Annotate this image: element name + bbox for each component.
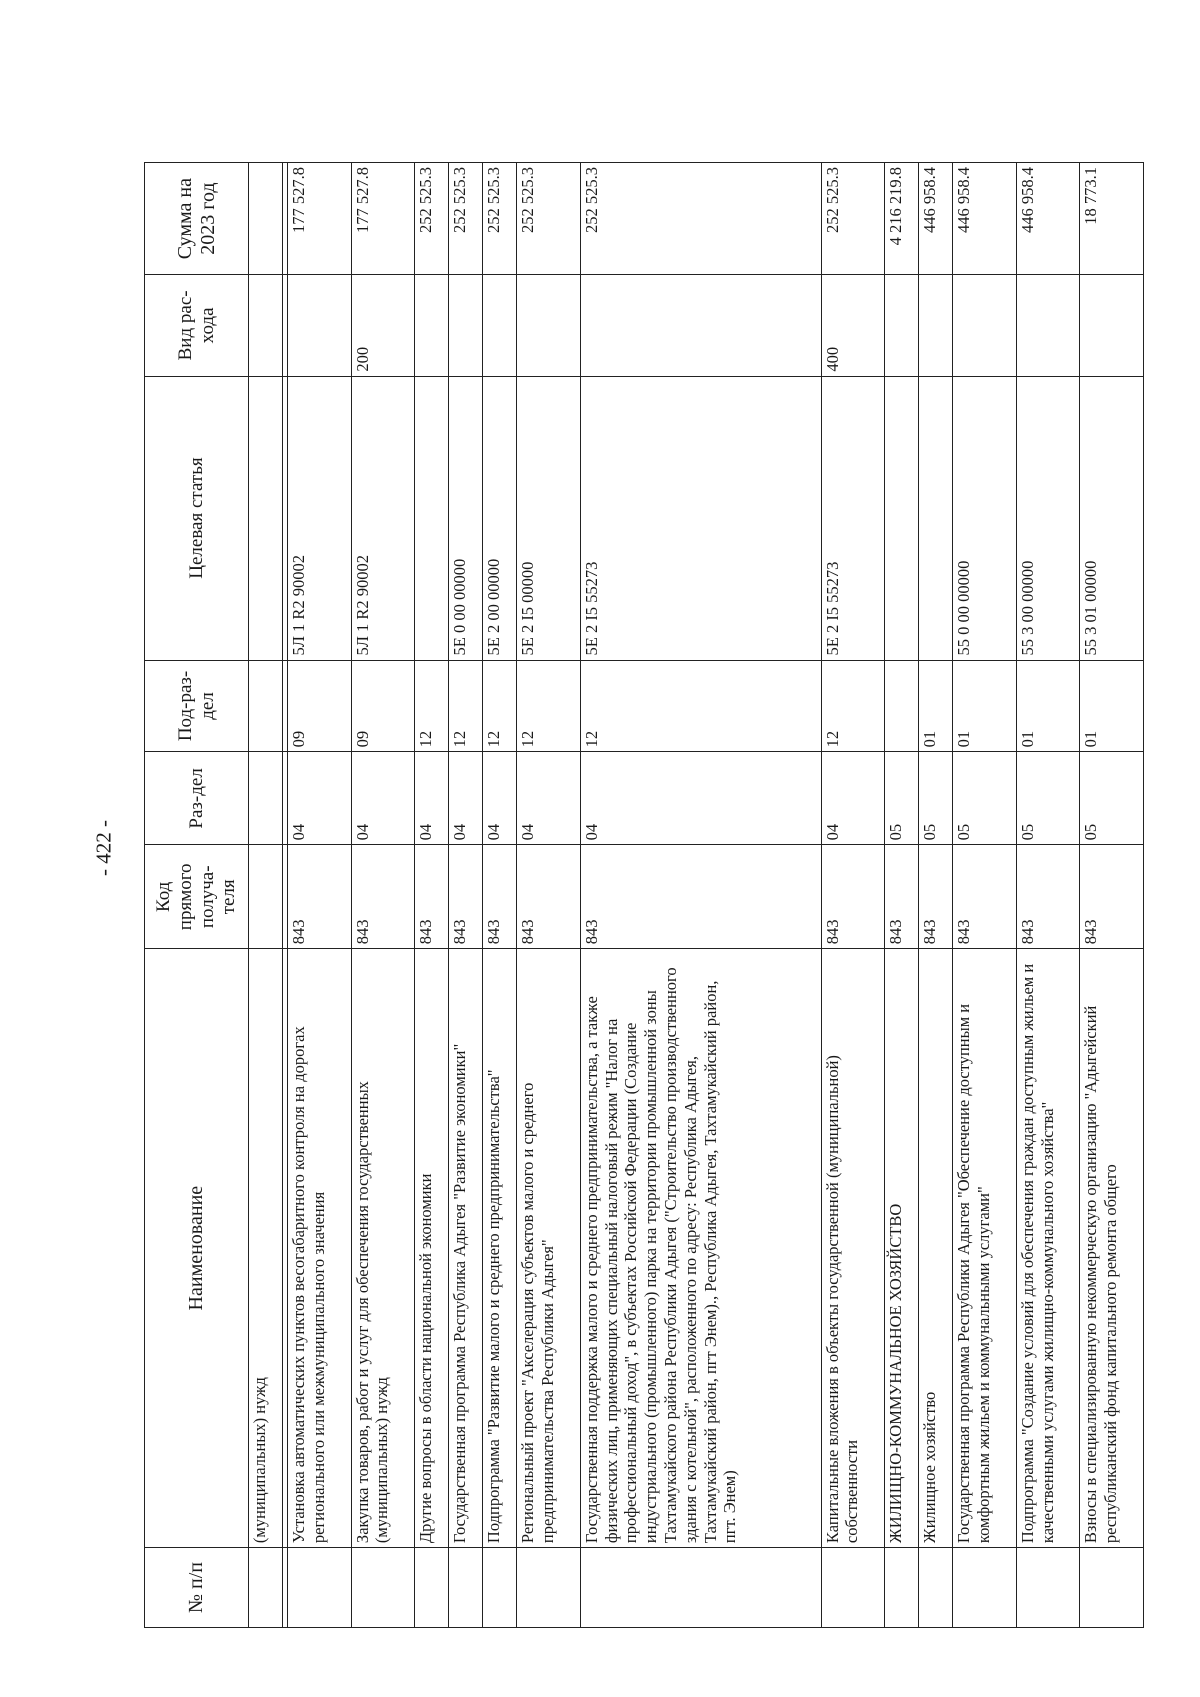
- row-name-cell: Государственная программа Республика Адыгея "Развитие экономики": [449, 949, 483, 1548]
- table-row: [1080, 163, 1144, 1628]
- row-recipient-code-cell: 843: [821, 845, 885, 949]
- row-recipient-code-cell: 843: [1080, 845, 1144, 949]
- table-row: [821, 163, 885, 1628]
- row-section-cell: 05: [1080, 752, 1144, 845]
- row-sum-cell: 252 525.3: [449, 163, 483, 275]
- row-section-cell: 05: [953, 752, 1017, 845]
- row-num-cell: [953, 1548, 1017, 1628]
- row-recipient-code-cell: [249, 845, 283, 949]
- row-subsection-cell: 01: [953, 660, 1017, 752]
- row-num-cell: [580, 1548, 821, 1628]
- table-row: [483, 163, 517, 1628]
- table-body: [249, 163, 1144, 1628]
- row-num-cell: [351, 1548, 415, 1628]
- table-row: [449, 163, 483, 1628]
- row-num-cell: [1080, 1548, 1144, 1628]
- row-name-cell: Государственная программа Республики Адыгея "Обеспечение доступным и комфортным жильем и коммунальными услугами": [953, 949, 1017, 1548]
- row-target-cell: [415, 376, 449, 660]
- row-subsection-cell: [249, 660, 283, 752]
- row-recipient-code-cell: 843: [1016, 845, 1080, 949]
- row-name-cell: Подпрограмма "Создание условий для обеспечения граждан доступным жильем и качественными услугами жилищно-коммунального хозяйства": [1016, 949, 1080, 1548]
- row-recipient-code-cell: 843: [885, 845, 919, 949]
- row-sum-cell: 18 773.1: [1080, 163, 1144, 275]
- row-recipient-code-cell: 843: [580, 845, 821, 949]
- row-section-cell: 05: [919, 752, 953, 845]
- table-row: [580, 163, 821, 1628]
- row-target-cell: 55 0 00 00000: [953, 376, 1017, 660]
- row-num-cell: [885, 1548, 919, 1628]
- row-num-cell: [517, 1548, 581, 1628]
- row-sum-cell: 4 216 219.8: [885, 163, 919, 275]
- row-recipient-code-cell: 843: [517, 845, 581, 949]
- row-target-cell: 55 3 01 00000: [1080, 376, 1144, 660]
- row-subsection-cell: 12: [415, 660, 449, 752]
- row-subsection-cell: 12: [449, 660, 483, 752]
- row-target-cell: 5Л 1 R2 90002: [288, 376, 352, 660]
- row-name-cell: Установка автоматических пунктов весогабаритного контроля на дорогах регионального или межмуниципального значения: [288, 949, 352, 1548]
- row-sum-cell: 252 525.3: [517, 163, 581, 275]
- header-num: № п/п: [145, 1548, 249, 1628]
- header-section: Раз-дел: [145, 752, 249, 845]
- row-sum-cell: 177 527.8: [288, 163, 352, 275]
- header-expense-type: Вид рас-хода: [145, 275, 249, 376]
- row-subsection-cell: 09: [351, 660, 415, 752]
- row-subsection-cell: 01: [919, 660, 953, 752]
- row-subsection-cell: 12: [517, 660, 581, 752]
- row-name-cell: Закупка товаров, работ и услуг для обеспечения государственных (муниципальных) нужд: [351, 949, 415, 1548]
- row-subsection-cell: 12: [483, 660, 517, 752]
- row-expense-type-cell: [953, 275, 1017, 376]
- row-expense-type-cell: [415, 275, 449, 376]
- row-sum-cell: 446 958.4: [1016, 163, 1080, 275]
- row-num-cell: [821, 1548, 885, 1628]
- row-recipient-code-cell: 843: [415, 845, 449, 949]
- row-section-cell: 04: [351, 752, 415, 845]
- row-expense-type-cell: [483, 275, 517, 376]
- row-recipient-code-cell: 843: [351, 845, 415, 949]
- table-row: [351, 163, 415, 1628]
- row-section-cell: [249, 752, 283, 845]
- row-expense-type-cell: [517, 275, 581, 376]
- row-section-cell: 04: [288, 752, 352, 845]
- row-recipient-code-cell: 843: [288, 845, 352, 949]
- table-row: [953, 163, 1017, 1628]
- table-row: [885, 163, 919, 1628]
- row-recipient-code-cell: 843: [919, 845, 953, 949]
- row-name-cell: (муниципальных) нужд: [249, 949, 283, 1548]
- row-name-cell: Другие вопросы в области национальной экономики: [415, 949, 449, 1548]
- row-section-cell: 04: [580, 752, 821, 845]
- row-name-cell: Региональный проект "Акселерация субъектов малого и среднего предпринимательства Республики Адыгея": [517, 949, 581, 1548]
- row-expense-type-cell: [919, 275, 953, 376]
- header-target: Целевая статья: [145, 376, 249, 660]
- row-expense-type-cell: [249, 275, 283, 376]
- row-name-cell: ЖИЛИЩНО-КОММУНАЛЬНОЕ ХОЗЯЙСТВО: [885, 949, 919, 1548]
- row-recipient-code-cell: 843: [449, 845, 483, 949]
- row-num-cell: [288, 1548, 352, 1628]
- header-recipient-code: Код прямого получа-теля: [145, 845, 249, 949]
- row-sum-cell: 446 958.4: [919, 163, 953, 275]
- table-row: [249, 163, 283, 1628]
- row-recipient-code-cell: 843: [483, 845, 517, 949]
- row-subsection-cell: 12: [821, 660, 885, 752]
- table-row: [415, 163, 449, 1628]
- table-row: [288, 163, 352, 1628]
- row-sum-cell: 252 525.3: [415, 163, 449, 275]
- row-sum-cell: 177 527.8: [351, 163, 415, 275]
- row-subsection-cell: 09: [288, 660, 352, 752]
- row-sum-cell: 252 525.3: [821, 163, 885, 275]
- row-num-cell: [249, 1548, 283, 1628]
- row-subsection-cell: [885, 660, 919, 752]
- row-num-cell: [919, 1548, 953, 1628]
- row-expense-type-cell: [885, 275, 919, 376]
- row-target-cell: [885, 376, 919, 660]
- row-expense-type-cell: 200: [351, 275, 415, 376]
- row-expense-type-cell: 400: [821, 275, 885, 376]
- row-section-cell: 05: [1016, 752, 1080, 845]
- row-sum-cell: 252 525.3: [580, 163, 821, 275]
- page-number: - 422 -: [91, 820, 116, 876]
- row-expense-type-cell: [449, 275, 483, 376]
- row-name-cell: Жилищное хозяйство: [919, 949, 953, 1548]
- row-section-cell: 04: [483, 752, 517, 845]
- row-target-cell: [249, 376, 283, 660]
- table-row: [517, 163, 581, 1628]
- header-name: Наименование: [145, 949, 249, 1548]
- row-sum-cell: 446 958.4: [953, 163, 1017, 275]
- row-num-cell: [415, 1548, 449, 1628]
- row-subsection-cell: 12: [580, 660, 821, 752]
- row-name-cell: Взносы в специализированную некоммерческую организацию "Адыгейский республиканский фонд капитального ремонта общего: [1080, 949, 1144, 1548]
- header-sum: Сумма на 2023 год: [145, 163, 249, 275]
- row-section-cell: 04: [821, 752, 885, 845]
- row-section-cell: 05: [885, 752, 919, 845]
- row-recipient-code-cell: 843: [953, 845, 1017, 949]
- row-subsection-cell: 01: [1016, 660, 1080, 752]
- row-num-cell: [483, 1548, 517, 1628]
- row-expense-type-cell: [580, 275, 821, 376]
- table-container: [144, 162, 1144, 1628]
- table-row: [1016, 163, 1080, 1628]
- row-target-cell: 5Л 1 R2 90002: [351, 376, 415, 660]
- row-name-cell: Подпрограмма "Развитие малого и среднего предпринимательства": [483, 949, 517, 1548]
- row-target-cell: 5Е 2 I5 55273: [821, 376, 885, 660]
- row-section-cell: 04: [517, 752, 581, 845]
- budget-table: [144, 162, 1144, 1628]
- row-section-cell: 04: [449, 752, 483, 845]
- row-name-cell: Капитальные вложения в объекты государственной (муниципальной) собственности: [821, 949, 885, 1548]
- row-name-cell: Государственная поддержка малого и среднего предпринимательства, а также физических лиц, применяющих специальный налоговый режим "Налог на профессиональный доход", в субъектах Российской Федерации (Создание индустриального (промышленного) парка на территории промышленной зоны Тахтамукайского района Республики Адыгея ("Строительство производственного здания с котельной", расположенного по адресу: Республика Адыгея, Тахтамукайский район, пгт Энем)., Республика Адыгея, Тахтамукайский район, пгт. Энем): [580, 949, 821, 1548]
- row-target-cell: 5Е 2 I5 00000: [517, 376, 581, 660]
- row-sum-cell: 252 525.3: [483, 163, 517, 275]
- row-expense-type-cell: [1016, 275, 1080, 376]
- table-row: [919, 163, 953, 1628]
- row-num-cell: [1016, 1548, 1080, 1628]
- row-section-cell: 04: [415, 752, 449, 845]
- header-subsection: Под-раз-дел: [145, 660, 249, 752]
- row-target-cell: 5Е 2 00 00000: [483, 376, 517, 660]
- row-subsection-cell: 01: [1080, 660, 1144, 752]
- row-num-cell: [449, 1548, 483, 1628]
- row-target-cell: [919, 376, 953, 660]
- row-expense-type-cell: [1080, 275, 1144, 376]
- row-target-cell: 5Е 2 I5 55273: [580, 376, 821, 660]
- row-expense-type-cell: [288, 275, 352, 376]
- row-sum-cell: [249, 163, 283, 275]
- row-target-cell: 5Е 0 00 00000: [449, 376, 483, 660]
- row-target-cell: 55 3 00 00000: [1016, 376, 1080, 660]
